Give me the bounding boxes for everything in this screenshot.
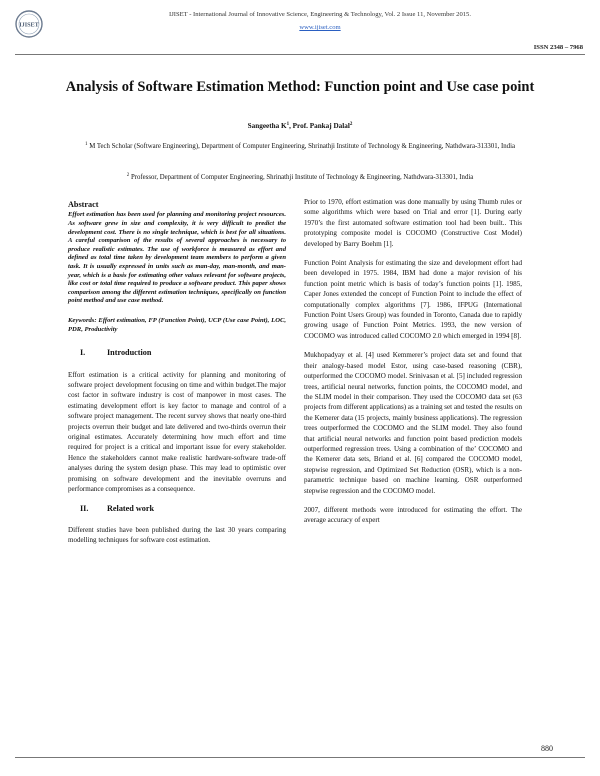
author-2: Prof. Pankaj Dalal: [292, 122, 350, 130]
author-1-sup: 1: [286, 122, 290, 127]
affiliation-2: $^2$ Professor, Department of Computer Engineering, Shrinathji Institute of Technology & Engineering, Nathdwara-313301, India: [126, 173, 474, 181]
page-number: 880: [541, 744, 553, 753]
author-1: Sangeetha K: [247, 122, 287, 130]
journal-header: IJISET - International Journal of Innovative Science, Engineering & Technology, Vol. 2 Issue 11, November 2015.: [169, 11, 471, 18]
author-separator: ,: [289, 122, 293, 130]
body-paragraph: 2007, different methods were introduced for estimating the effort. The average accuracy of expert: [304, 505, 522, 525]
journal-url-link[interactable]: www.ijiset.com: [299, 24, 341, 31]
issn-label: ISSN 2348 – 7968: [533, 44, 583, 51]
body-paragraph: Prior to 1970, effort estimation was done manually by using Thumb rules or some algorithms which were based on Trial and error [1]. During early 1970’s the first automated software estimation tool had been built.. This prototyping composite model is COCOMO (Constructive Cost Model) developed by Barry Boehm [1].: [304, 198, 522, 248]
logo-text: IJISET: [19, 21, 39, 29]
affiliation-1: $^1$ M Tech Scholar (Software Engineering), Department of Computer Engineering, Shrinathji Institute of Technology & Engineering, Nathdwara-313301, India: [85, 142, 515, 150]
section-heading-introduction: I. Introduction: [80, 348, 152, 358]
abstract-heading: Abstract: [68, 200, 99, 209]
author-2-sup: 2: [349, 122, 353, 127]
body-paragraph: Mukhopadyay et al. [4] used Kemmerer’s project data set and found that their analogy-based model Estor, using case-based reasoning (CBR), outperformed the COCOMO model. Srinivasan et al. [5] included regression trees, artificial neural networks, function points, the COCOMO model, and the SLIM model in their comparison. They used the COCOMO data set (63 projects from different applications) as a training set and tested the results on the Kemerer data (15 projects, mainly business applications). The regression trees outperformed the COCOMO and the SLIM model. They also found that artificial neural networks and function point based prediction models outperformed regression trees. Using a combination of the’ COCOMO and the Kemerer data sets, Briand et al. [6] compared the COCOMO model, stepwise regression, and Optimized Set Reduction (OSR), which is a non-parametric technique based on machine learning. OSR outperformed stepwise regression and the COCOMO model.: [304, 351, 522, 495]
right-column: [304, 197, 522, 535]
header-divider: [15, 54, 585, 55]
author-line: [60, 122, 540, 130]
body-paragraph: Function Point Analysis for estimating the size and development effort had been developed in 1975. 1984, IBM had done a major revision of his function point metric which is basis of today’s function points [1]. 1985, Caper Jones extended the concept of Function Point to include the effect of computationally complex algorithms [7]. 1986, IFPUG (International Function Point Users Group) was founded in Toronto, Canada due to rapidly growing usage of Function Point Metrics. 1993, the new version of COCOMO was introduced called COCOMO 2.0 which emerged in 1994 [8].: [304, 259, 522, 340]
keywords: Keywords: Effort estimation, FP (Function Point), UCP (Use case Point), LOC, PDR, Productivity: [68, 316, 286, 333]
introduction-paragraph: Effort estimation is a critical activity for planning and monitoring of software project development focusing on time and within budget.The major cost factor in software industry is cost of manpower in most cases. The estimating development effort is key factor to manage and control of a software project management. The recent survey shows that nearly one-third projects overrun their budget and late delivered and two-thirds overrun their original estimates. Accurately determining how much effort and time required for project is a critical and important issue for every stakeholder. Hence the stakeholders cannot make realistic hardware-software trade-off analyses during the system design phase. This may lead to optimistic over promising on software development and the inevitable overruns and performance compromises as a consequence.: [68, 370, 286, 493]
left-column: [68, 195, 286, 555]
section-heading-related-work: II. Related work: [80, 504, 155, 514]
journal-logo-icon: [15, 10, 43, 38]
paper-title: Analysis of Software Estimation Method: Function point and Use case point: [65, 79, 535, 95]
footer-divider: [15, 757, 585, 758]
abstract-text: Effort estimation has been used for planning and monitoring project resources. As software grew in size and complexity, it is very difficult to predict the development cost. There is no single technique, which is best for all situations. A careful comparison of the results of several approaches is necessary to produce realistic estimates. The use of workforce is measured as effort and defined as total time taken by development team members to perform a given task. It is usually expressed in units such as man-day, man-month, and man-year, which is a basis for estimating other values relevant for software projects, like cost or total time required to produce a software product. This paper shows comparison among the different estimation techniques, specifically on function point method and use case method.: [68, 211, 286, 305]
related-work-paragraph: Different studies have been published during the last 30 years comparing modelling techniques for software cost estimation.: [68, 525, 286, 545]
